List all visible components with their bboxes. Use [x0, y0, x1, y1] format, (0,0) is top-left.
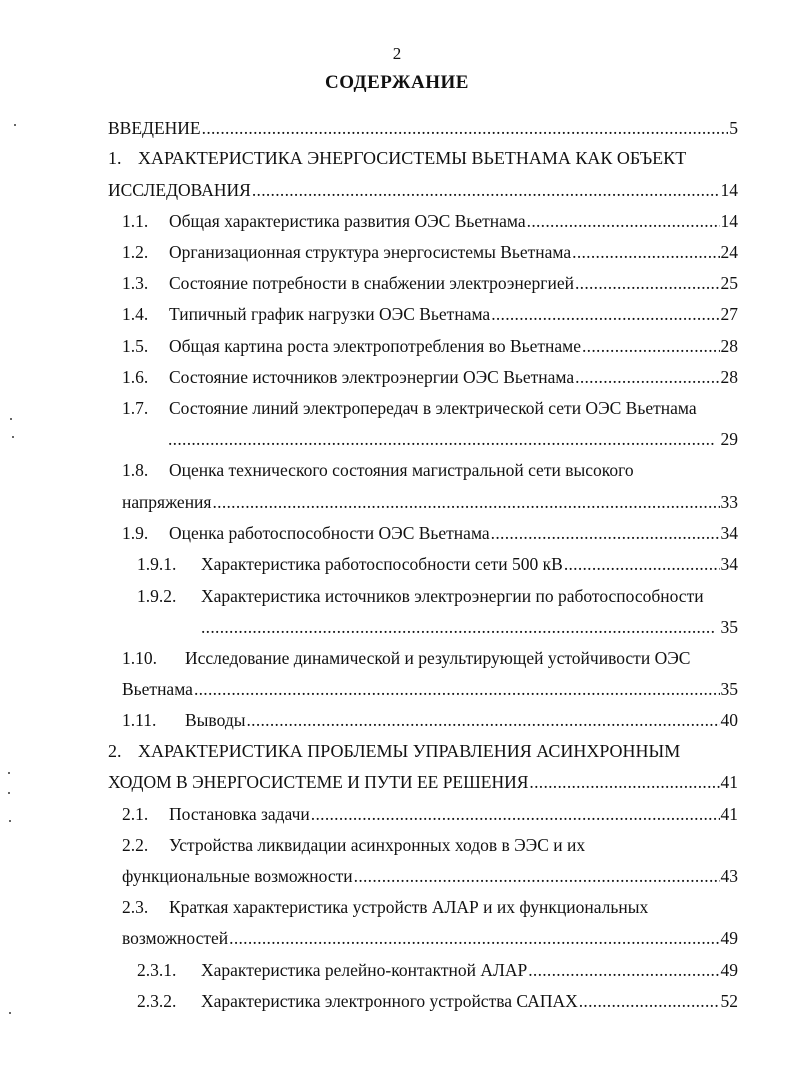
page-number: 2: [392, 44, 402, 63]
toc-entry-number: 1.11.: [122, 710, 157, 730]
leader-dots: [527, 211, 720, 232]
toc-entry-2-2-cont[interactable]: [122, 866, 738, 890]
toc-entry-1-2[interactable]: [122, 242, 738, 266]
toc-entry-number: 1.7.: [122, 398, 149, 418]
toc-entry-text: Вьетнама: [122, 679, 193, 699]
toc-entry-number: 2.3.: [122, 897, 149, 917]
toc-entry-ch1[interactable]: [108, 148, 686, 169]
leader-dots: [582, 336, 720, 357]
toc-entry-number: 2.: [108, 741, 122, 761]
toc-entry-page: 52: [720, 991, 738, 1011]
toc-entry-number: 2.3.1.: [137, 960, 177, 980]
leader-dots: [575, 367, 719, 388]
leader-dots: [575, 273, 720, 294]
toc-entry-2-3[interactable]: [122, 897, 648, 918]
toc-entry-text: ХОДОМ В ЭНЕРГОСИСТЕМЕ И ПУТИ ЕЕ РЕШЕНИЯ: [108, 772, 529, 792]
toc-entry-page: 25: [720, 273, 738, 293]
toc-entry-number: 1.3.: [122, 273, 149, 293]
toc-entry-text: ХАРАКТЕРИСТИКА ПРОБЛЕМЫ УПРАВЛЕНИЯ АСИНХРОННЫМ: [138, 741, 681, 761]
toc-entry-1-10[interactable]: [122, 648, 690, 669]
toc-entry-1-3[interactable]: [122, 273, 738, 297]
toc-entry-page: 41: [720, 804, 738, 824]
toc-entry-2-1[interactable]: [122, 804, 738, 828]
toc-entry-text: Организационная структура энергосистемы Вьетнама: [169, 242, 572, 262]
leader-dots: [564, 554, 720, 575]
leader-dots: [194, 679, 720, 700]
toc-entry-page: 28: [720, 367, 738, 387]
toc-entry-text: Типичный график нагрузки ОЭС Вьетнама: [169, 304, 491, 324]
toc-entry-text: Оценка технического состояния магистральной сети высокого: [169, 460, 634, 480]
toc-entry-number: 1.10.: [122, 648, 157, 668]
toc-entry-text: Исследование динамической и результирующей устойчивости ОЭС: [185, 648, 691, 668]
scan-speck: [12, 436, 14, 438]
toc-entry-page: 14: [720, 211, 738, 231]
toc-entry-text: Характеристика работоспособности сети 500 кВ: [201, 554, 563, 574]
toc-entry-page: 34: [720, 554, 738, 574]
toc-entry-2-3-1[interactable]: [137, 960, 738, 984]
toc-entry-2-3-cont[interactable]: [122, 928, 738, 952]
leader-dots: [579, 991, 720, 1012]
toc-entry-text: Устройства ликвидации асинхронных ходов в ЭЭС и их: [169, 835, 586, 855]
toc-entry-1-7[interactable]: [122, 398, 697, 419]
toc-entry-text: Общая картина роста электропотребления во Вьетнаме: [169, 336, 581, 356]
toc-entry-text: Характеристика электронного устройства САПАХ: [201, 991, 578, 1011]
toc-entry-page: 5: [729, 118, 738, 138]
toc-entry-page: 28: [720, 336, 738, 356]
toc-entry-number: 1.5.: [122, 336, 149, 356]
toc-entry-2-2[interactable]: [122, 835, 585, 856]
toc-entry-number: 1.: [108, 148, 122, 168]
toc-entry-1-9[interactable]: [122, 523, 738, 547]
toc-entry-number: 1.9.: [122, 523, 149, 543]
leader-dots: [529, 772, 719, 793]
toc-entry-number: 1.6.: [122, 367, 149, 387]
toc-entry-text: Состояние источников электроэнергии ОЭС Вьетнама: [169, 367, 575, 387]
toc-entry-page: 27: [720, 304, 738, 324]
toc-entry-number: 2.1.: [122, 804, 149, 824]
toc-entry-ch2[interactable]: [108, 741, 680, 762]
toc-entry-page: 35: [720, 617, 738, 637]
leader-dots: [491, 304, 719, 325]
toc-entry-text: Общая характеристика развития ОЭС Вьетнама: [169, 211, 526, 231]
toc-entry-1-9-1[interactable]: [137, 554, 738, 578]
toc-entry-1-1[interactable]: [122, 211, 738, 235]
leader-dots: [246, 710, 719, 731]
toc-entry-number: 2.3.2.: [137, 991, 177, 1011]
toc-entry-text: Краткая характеристика устройств АЛАР и их функциональных: [169, 897, 649, 917]
leader-dots: [252, 180, 720, 201]
toc-entry-text: Состояние потребности в снабжении электроэнергией: [169, 273, 574, 293]
toc-entry-text: ВВЕДЕНИЕ: [108, 118, 201, 138]
leader-dots: [491, 523, 720, 544]
toc-entry-intro[interactable]: [108, 118, 738, 142]
toc-entry-1-5[interactable]: [122, 336, 738, 360]
toc-entry-ch2-cont[interactable]: [108, 772, 738, 796]
toc-entry-number: 1.4.: [122, 304, 149, 324]
leader-dots: [212, 492, 719, 513]
toc-entry-page: 33: [720, 492, 738, 512]
toc-entry-1-9-2-cont[interactable]: [201, 617, 738, 641]
toc-entry-1-7-cont[interactable]: [168, 429, 738, 453]
toc-entry-1-11[interactable]: [122, 710, 738, 734]
leader-dots: [201, 617, 716, 638]
scan-speck: [14, 124, 16, 126]
toc-entry-page: 43: [720, 866, 738, 886]
toc-entry-page: 35: [720, 679, 738, 699]
scan-speck: [10, 418, 12, 420]
toc-entry-text: возможностей: [122, 928, 229, 948]
toc-entry-ch1-cont[interactable]: [108, 180, 738, 204]
toc-entry-number: 1.8.: [122, 460, 149, 480]
leader-dots: [311, 804, 720, 825]
toc-entry-page: 29: [720, 429, 738, 449]
leader-dots: [528, 960, 719, 981]
toc-entry-page: 41: [720, 772, 738, 792]
toc-entry-number: 1.2.: [122, 242, 149, 262]
scan-speck: [9, 1012, 11, 1014]
toc-entry-1-8-cont[interactable]: [122, 492, 738, 516]
leader-dots: [354, 866, 720, 887]
toc-entry-page: 14: [720, 180, 738, 200]
toc-entry-1-10-cont[interactable]: [122, 679, 738, 703]
toc-entry-page: 34: [720, 523, 738, 543]
toc-entry-text: ХАРАКТЕРИСТИКА ЭНЕРГОСИСТЕМЫ ВЬЕТНАМА КАК ОБЪЕКТ: [138, 148, 687, 168]
toc-entry-1-8[interactable]: [122, 460, 634, 481]
toc-entry-text: напряжения: [122, 492, 212, 512]
toc-entry-1-9-2[interactable]: [137, 586, 704, 607]
toc-entry-number: 1.9.1.: [137, 554, 177, 574]
toc-entry-number: 1.1.: [122, 211, 149, 231]
toc-entry-text: Состояние линий электропередач в электрической сети ОЭС Вьетнама: [169, 398, 697, 418]
scan-speck: [8, 792, 10, 794]
toc-entry-number: 2.2.: [122, 835, 149, 855]
leader-dots: [229, 928, 719, 949]
toc-entry-text: Выводы: [185, 710, 246, 730]
toc-entry-1-4[interactable]: [122, 304, 738, 328]
toc-entry-number: 1.9.2.: [137, 586, 177, 606]
toc-entry-text: функциональные возможности: [122, 866, 353, 886]
toc-entry-page: 49: [720, 960, 738, 980]
toc-entry-2-3-2[interactable]: [137, 991, 738, 1015]
leader-dots: [202, 118, 729, 139]
scan-speck: [8, 772, 10, 774]
toc-entry-page: 40: [720, 710, 738, 730]
toc-entry-text: Оценка работоспособности ОЭС Вьетнама: [169, 523, 490, 543]
toc-entry-1-6[interactable]: [122, 367, 738, 391]
toc-entry-text: Характеристика релейно-контактной АЛАР: [201, 960, 528, 980]
leader-dots: [168, 429, 716, 450]
page-title: СОДЕРЖАНИЕ: [325, 72, 469, 93]
toc-entry-text: Характеристика источников электроэнергии по работоспособности: [201, 586, 704, 606]
toc-entry-text: Постановка задачи: [169, 804, 310, 824]
toc-entry-page: 49: [720, 928, 738, 948]
scan-speck: [9, 820, 11, 822]
toc-entry-page: 24: [720, 242, 738, 262]
toc-entry-text: ИССЛЕДОВАНИЯ: [108, 180, 251, 200]
leader-dots: [572, 242, 719, 263]
